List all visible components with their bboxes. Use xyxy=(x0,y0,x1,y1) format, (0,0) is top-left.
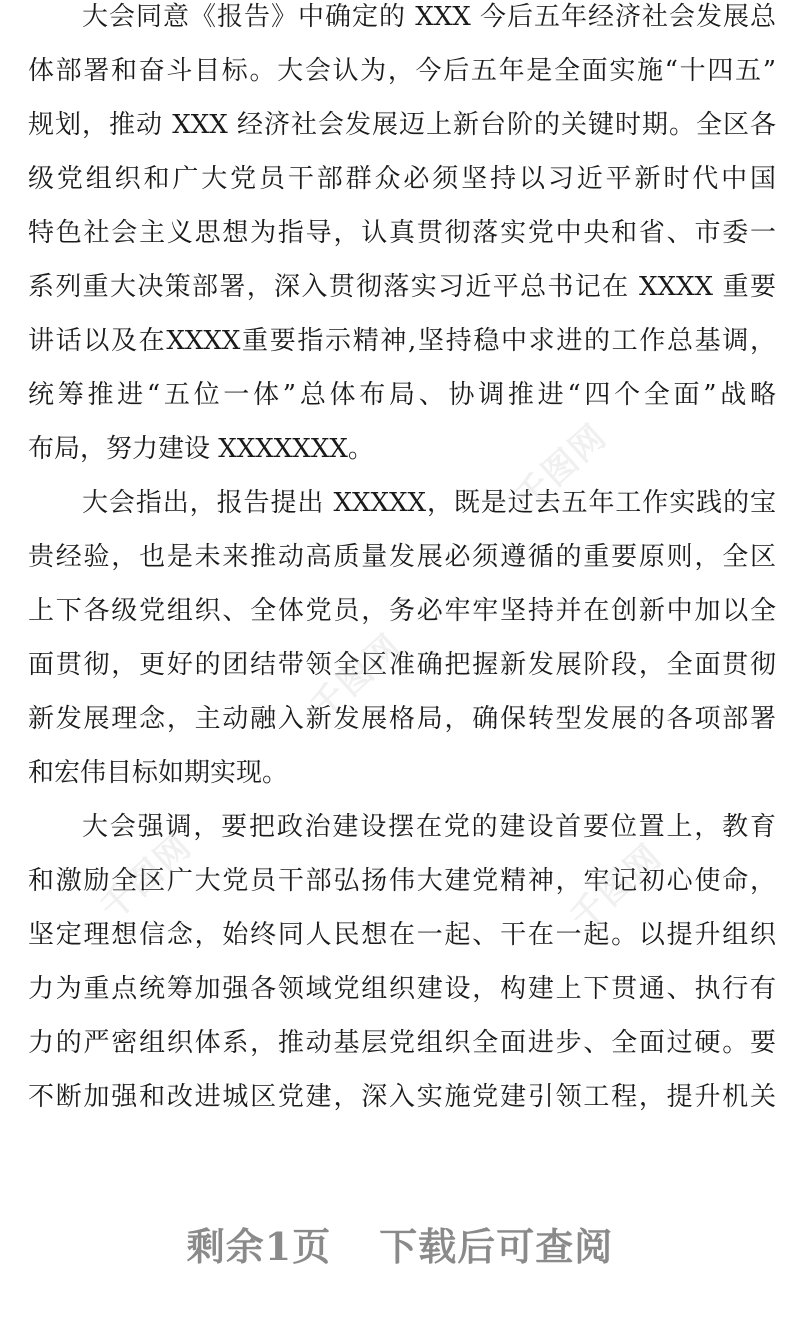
paragraph-line: 和宏伟目标如期实现。 xyxy=(28,758,289,788)
download-prompt[interactable] xyxy=(0,1208,800,1278)
paragraph-line: 规划，推动 XXX 经济社会发展迈上新台阶的关键时期。全区各 xyxy=(28,110,776,140)
paragraph-line: 贵经验，也是未来推动高质量发展必须遵循的重要原则，全区 xyxy=(28,542,776,572)
watermark: 千图网 xyxy=(507,416,615,519)
paragraph-line: 不断加强和改进城区党建，深入实施党建引领工程，提升机关 xyxy=(28,1082,776,1112)
watermark: 千图网 xyxy=(92,826,200,929)
paragraph-line: 坚定理想信念，始终同人民想在一起、干在一起。以提升组织 xyxy=(28,920,776,950)
paragraph-line: 统筹推进“五位一体”总体布局、协调推进“四个全面”战略 xyxy=(28,380,776,410)
watermark: 千图网 xyxy=(562,836,670,939)
paragraph-line: 大会强调，要把政治建设摆在党的建设首要位置上，教育 xyxy=(82,812,776,842)
paragraph-line: 特色社会主义思想为指导，认真贯彻落实党中央和省、市委一 xyxy=(28,218,776,248)
watermark: 千图网 xyxy=(302,626,410,729)
paragraph-line: 和激励全区广大党员干部弘扬伟大建党精神，牢记初心使命， xyxy=(28,866,776,896)
paragraph-line: 讲话以及在XXXX重要指示精神,坚持稳中求进的工作总基调， xyxy=(28,326,776,356)
paragraph-line: 系列重大决策部署，深入贯彻落实习近平总书记在 XXXX 重要 xyxy=(28,272,776,302)
paragraph-line: 布局，努力建设 XXXXXXX。 xyxy=(28,434,374,464)
paragraph-line: 级党组织和广大党员干部群众必须坚持以习近平新时代中国 xyxy=(28,164,776,194)
paragraph-line: 大会指出，报告提出 XXXXX，既是过去五年工作实践的宝 xyxy=(82,488,776,518)
paragraph-line: 上下各级党组织、全体党员，务必牢牢坚持并在创新中加以全 xyxy=(28,596,776,626)
paragraph-line: 力为重点统筹加强各领域党组织建设，构建上下贯通、执行有 xyxy=(28,974,776,1004)
paragraph-line: 力的严密组织体系，推动基层党组织全面进步、全面过硬。要 xyxy=(28,1028,776,1058)
paragraph-line: 大会同意《报告》中确定的 XXX 今后五年经济社会发展总 xyxy=(82,2,776,32)
remaining-pages-label: 剩余1页 xyxy=(186,1223,332,1269)
paragraph-line: 新发展理念，主动融入新发展格局，确保转型发展的各项部署 xyxy=(28,704,776,734)
paragraph-line: 面贯彻，更好的团结带领全区准确把握新发展阶段，全面贯彻 xyxy=(28,650,776,680)
download-to-view-label[interactable]: 下载后可查阅 xyxy=(379,1223,614,1269)
paragraph-line: 体部署和奋斗目标。大会认为，今后五年是全面实施“十四五” xyxy=(28,56,776,86)
